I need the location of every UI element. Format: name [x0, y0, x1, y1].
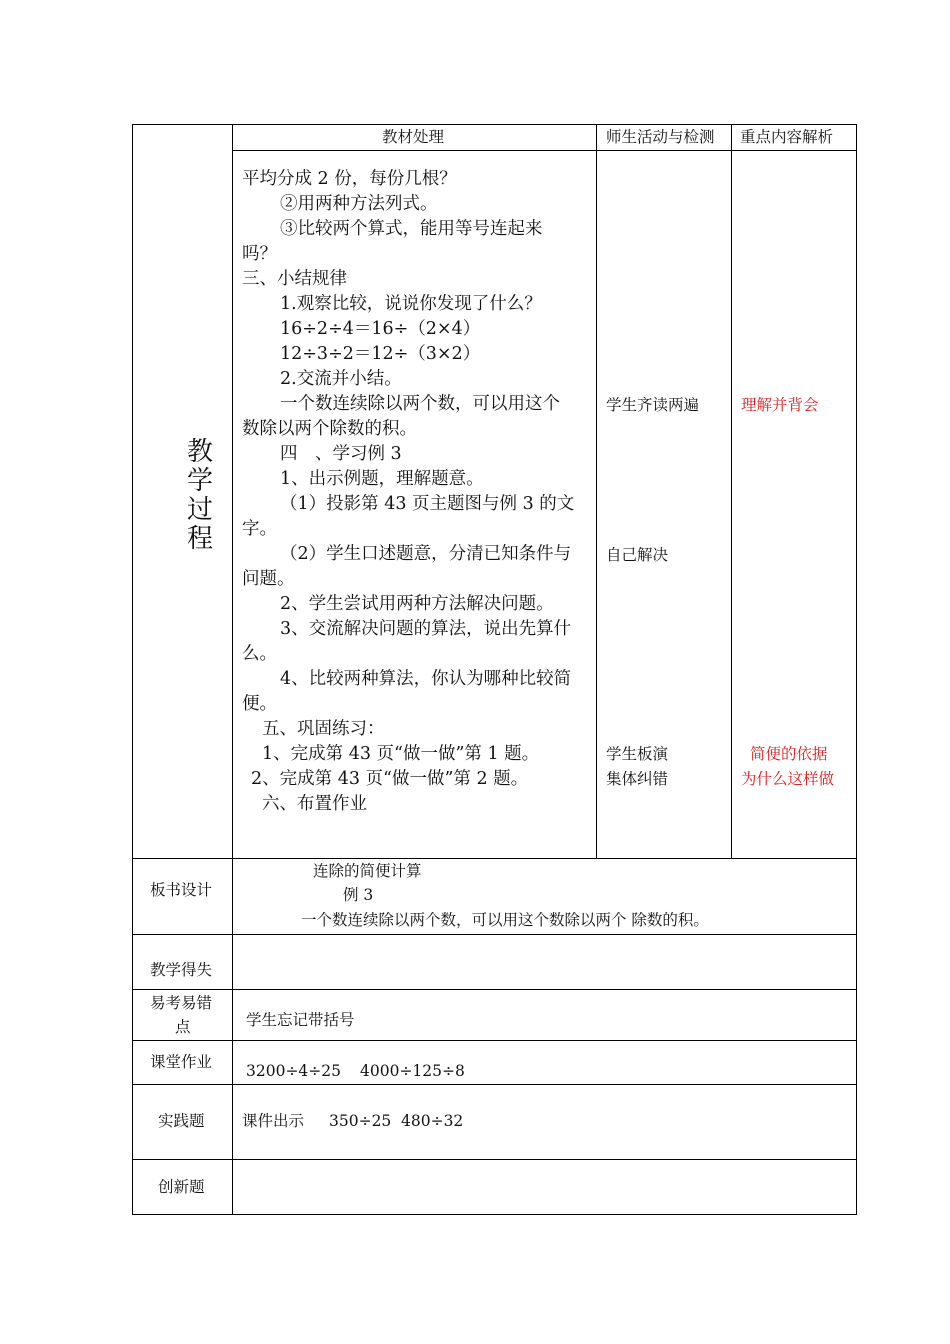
board-example: 例 3 — [343, 886, 374, 904]
material-line: ③比较两个算式，能用等号连起来 — [280, 219, 543, 239]
material-line: ②用两种方法列式。 — [280, 194, 438, 214]
row-label-class-homework: 课堂作业 — [150, 1053, 213, 1071]
section-label-char: 过 — [186, 495, 213, 525]
material-line: 2、完成第 43 页“做一做”第 2 题。 — [251, 769, 529, 789]
material-line: 么。 — [242, 644, 277, 664]
row-label-teaching-gains: 教学得失 — [150, 961, 213, 979]
material-line: 1.观察比较，说说你发现了什么？ — [280, 294, 542, 314]
homework-item: 3200÷4÷25 — [246, 1062, 342, 1080]
row-label-common-errors-cont: 点 — [175, 1018, 191, 1036]
activity-item: 学生齐读两遍 — [606, 396, 700, 414]
material-line: 16÷2÷4＝16÷（2×4） — [280, 319, 481, 339]
homework-item: 4000÷125÷8 — [360, 1062, 465, 1080]
practice-prefix: 课件出示 — [242, 1112, 305, 1130]
section-label-teaching-process — [183, 438, 217, 554]
board-rule: 一个数连续除以两个数，可以用这个数除以两个 除数的积。 — [301, 911, 709, 929]
material-line: 数除以两个除数的积。 — [242, 419, 417, 439]
row-label-common-errors: 易考易错 — [150, 994, 213, 1012]
material-line: 便。 — [242, 694, 277, 714]
row-divider — [132, 934, 857, 935]
row-divider — [132, 858, 857, 859]
column-divider — [731, 124, 732, 859]
row-divider — [132, 989, 857, 990]
material-line: 2、学生尝试用两种方法解决问题。 — [280, 594, 554, 614]
material-line: 五、巩固练习： — [262, 719, 385, 739]
material-line: 四 、学习例 3 — [280, 444, 402, 464]
material-line: 12÷3÷2＝12÷（3×2） — [280, 344, 481, 364]
activity-item: 自己解决 — [606, 546, 669, 564]
border-left — [132, 124, 133, 1215]
header-activity: 师生活动与检测 — [606, 128, 715, 146]
row-label-practice: 实践题 — [158, 1112, 205, 1130]
material-line: 三、小结规律 — [242, 269, 347, 289]
material-line: 1、出示例题，理解题意。 — [280, 469, 484, 489]
border-top — [132, 124, 857, 125]
activity-item: 集体纠错 — [606, 770, 669, 788]
keypoint-item: 理解并背会 — [741, 396, 819, 414]
material-line: 问题。 — [242, 569, 295, 589]
column-divider — [596, 124, 597, 859]
header-keypoints: 重点内容解析 — [740, 128, 834, 146]
material-line: 吗？ — [242, 244, 277, 264]
material-line: 一个数连续除以两个数，可以用这个 — [280, 394, 560, 414]
header-divider — [232, 150, 857, 151]
material-line: 3、交流解决问题的算法，说出先算什 — [280, 619, 572, 639]
common-errors-content: 学生忘记带括号 — [246, 1011, 355, 1029]
material-line: 1、完成第 43 页“做一做”第 1 题。 — [262, 744, 540, 764]
row-divider — [132, 1159, 857, 1160]
board-title: 连除的简便计算 — [313, 862, 422, 880]
section-label-char: 教 — [186, 437, 213, 467]
material-line: 2.交流并小结。 — [280, 369, 402, 389]
row-label-innovation: 创新题 — [158, 1178, 205, 1196]
material-line: 平均分成 2 份，每份几根？ — [242, 169, 457, 189]
material-line: 字。 — [242, 519, 277, 539]
border-bottom — [132, 1214, 857, 1215]
practice-item: 350÷25 — [329, 1112, 392, 1130]
keypoint-item: 为什么这样做 — [741, 770, 835, 788]
material-line: 4、比较两种算法，你认为哪种比较简 — [280, 669, 572, 689]
section-label-char: 程 — [186, 524, 213, 554]
material-line: （2）学生口述题意，分清已知条件与 — [280, 544, 572, 564]
material-line: （1）投影第 43 页主题图与例 3 的文 — [280, 494, 575, 514]
row-divider — [132, 1040, 857, 1041]
border-right — [856, 124, 857, 1215]
row-label-board-design: 板书设计 — [150, 881, 213, 899]
keypoint-item: 简便的依据 — [750, 745, 828, 763]
header-material: 教材处理 — [382, 128, 445, 146]
activity-item: 学生板演 — [606, 745, 669, 763]
practice-item: 480÷32 — [401, 1112, 464, 1130]
label-column-divider — [232, 124, 233, 1215]
section-label-char: 学 — [186, 466, 213, 496]
material-line: 六、布置作业 — [262, 794, 367, 814]
row-divider — [132, 1084, 857, 1085]
